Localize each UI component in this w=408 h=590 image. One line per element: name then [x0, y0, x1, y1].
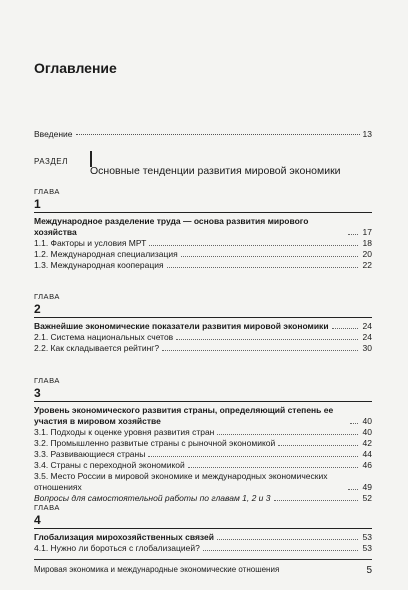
toc-entry-intro [34, 129, 372, 139]
toc-entry [34, 238, 372, 249]
dot-leader [162, 350, 357, 351]
chapter-label: ГЛАВА [34, 187, 60, 196]
entry-page: 53 [362, 532, 372, 542]
entry-text: 2.1. Система национальных счетов [34, 332, 174, 342]
chapter-divider [34, 317, 372, 318]
entry-text: 3.4. Страны с переходной экономикой [34, 460, 185, 470]
entry-page: 49 [362, 482, 372, 492]
chapter-divider [34, 528, 372, 529]
entry-text: 2.2. Как складывается рейтинг? [34, 343, 160, 353]
entry-page: 46 [362, 460, 372, 470]
entry-page: 52 [362, 493, 372, 503]
dot-leader [278, 445, 357, 446]
dot-leader [188, 467, 358, 468]
entry-page: 44 [362, 449, 372, 459]
entry-text: 1.2. Международная специализация [34, 249, 178, 259]
section-title: Основные тенденции развития мировой экономики [90, 165, 341, 177]
entry-page: 20 [362, 249, 372, 259]
entry-text: Введение [34, 129, 73, 139]
toc-entry [34, 460, 372, 471]
toc-entry [34, 260, 372, 271]
dot-leader [76, 134, 360, 135]
chapter-label: ГЛАВА [34, 376, 60, 385]
dot-leader [203, 550, 358, 551]
footer-text: Мировая экономика и международные экономические отношения [34, 565, 280, 574]
chapter-title-entry [34, 532, 372, 543]
chapter-block [34, 187, 372, 271]
entry-page: 30 [362, 343, 372, 353]
entry-text: Международное разделение труда — основа развития мирового хозяйства [34, 216, 309, 237]
chapter-divider [34, 401, 372, 402]
chapter-number: 4 [34, 513, 41, 527]
dot-leader [149, 245, 357, 246]
entry-text: Глобализация мирохозяйственных связей [34, 532, 214, 542]
dot-leader [148, 456, 357, 457]
entry-page: 17 [362, 227, 372, 237]
entry-text: Вопросы для самостоятельной работы по главам 1, 2 и 3 [34, 493, 271, 503]
section-label: РАЗДЕЛ [34, 157, 68, 166]
entry-page: 24 [362, 332, 372, 342]
toc-entry [34, 427, 372, 438]
toc-entry [34, 249, 372, 260]
entry-text: 3.1. Подходы к оценке уровня развития стран [34, 427, 215, 437]
dot-leader [217, 434, 357, 435]
toc-entry [34, 471, 372, 493]
dot-leader [176, 339, 357, 340]
chapter-number: 2 [34, 302, 41, 316]
chapter-label: ГЛАВА [34, 292, 60, 301]
toc-entry [34, 343, 372, 354]
entry-page: 13 [362, 129, 372, 139]
dot-leader [167, 267, 358, 268]
entry-text: 3.5. Место России в мировой экономике и международных экономических отношениях [34, 471, 328, 492]
entry-text: 4.1. Нужно ли бороться с глобализацией? [34, 543, 200, 553]
chapter-title-entry [34, 405, 372, 427]
entry-text: 1.3. Международная кооперация [34, 260, 164, 270]
footer-rule [34, 559, 372, 560]
entry-text: 1.1. Факторы и условия МРТ [34, 238, 147, 248]
dot-leader [348, 489, 357, 490]
page-number: 5 [366, 565, 372, 576]
toc-entry [34, 438, 372, 449]
chapter-title-entry [34, 216, 372, 238]
entry-text: 3.3. Развивающиеся страны [34, 449, 146, 459]
dot-leader [274, 500, 358, 501]
toc-entry [34, 543, 372, 554]
chapter-title-entry [34, 321, 372, 332]
entry-page: 53 [362, 543, 372, 553]
chapter-label: ГЛАВА [34, 503, 60, 512]
entry-page: 42 [362, 438, 372, 448]
dot-leader [332, 328, 358, 329]
entry-page: 18 [362, 238, 372, 248]
chapter-divider [34, 212, 372, 213]
dot-leader [348, 234, 358, 235]
dot-leader [350, 423, 358, 424]
chapter-number: 1 [34, 197, 41, 211]
chapter-block [34, 503, 372, 554]
entry-text: 3.2. Промышленно развитые страны с рыночной экономикой [34, 438, 276, 448]
page-title: Оглавление [34, 60, 117, 76]
entry-text: Уровень экономического развития страны, определяющий степень ее участия в мировом хозяйстве [34, 405, 334, 426]
entry-page: 40 [362, 416, 372, 426]
entry-page: 22 [362, 260, 372, 270]
chapter-block [34, 292, 372, 354]
toc-entry [34, 332, 372, 343]
toc-entry [34, 449, 372, 460]
chapter-block [34, 376, 372, 504]
entry-page: 40 [362, 427, 372, 437]
chapter-number: 3 [34, 386, 41, 400]
entry-text: Важнейшие экономические показатели развития мировой экономики [34, 321, 329, 331]
dot-leader [217, 539, 358, 540]
dot-leader [181, 256, 358, 257]
entry-page: 24 [362, 321, 372, 331]
page-footer [34, 565, 372, 576]
